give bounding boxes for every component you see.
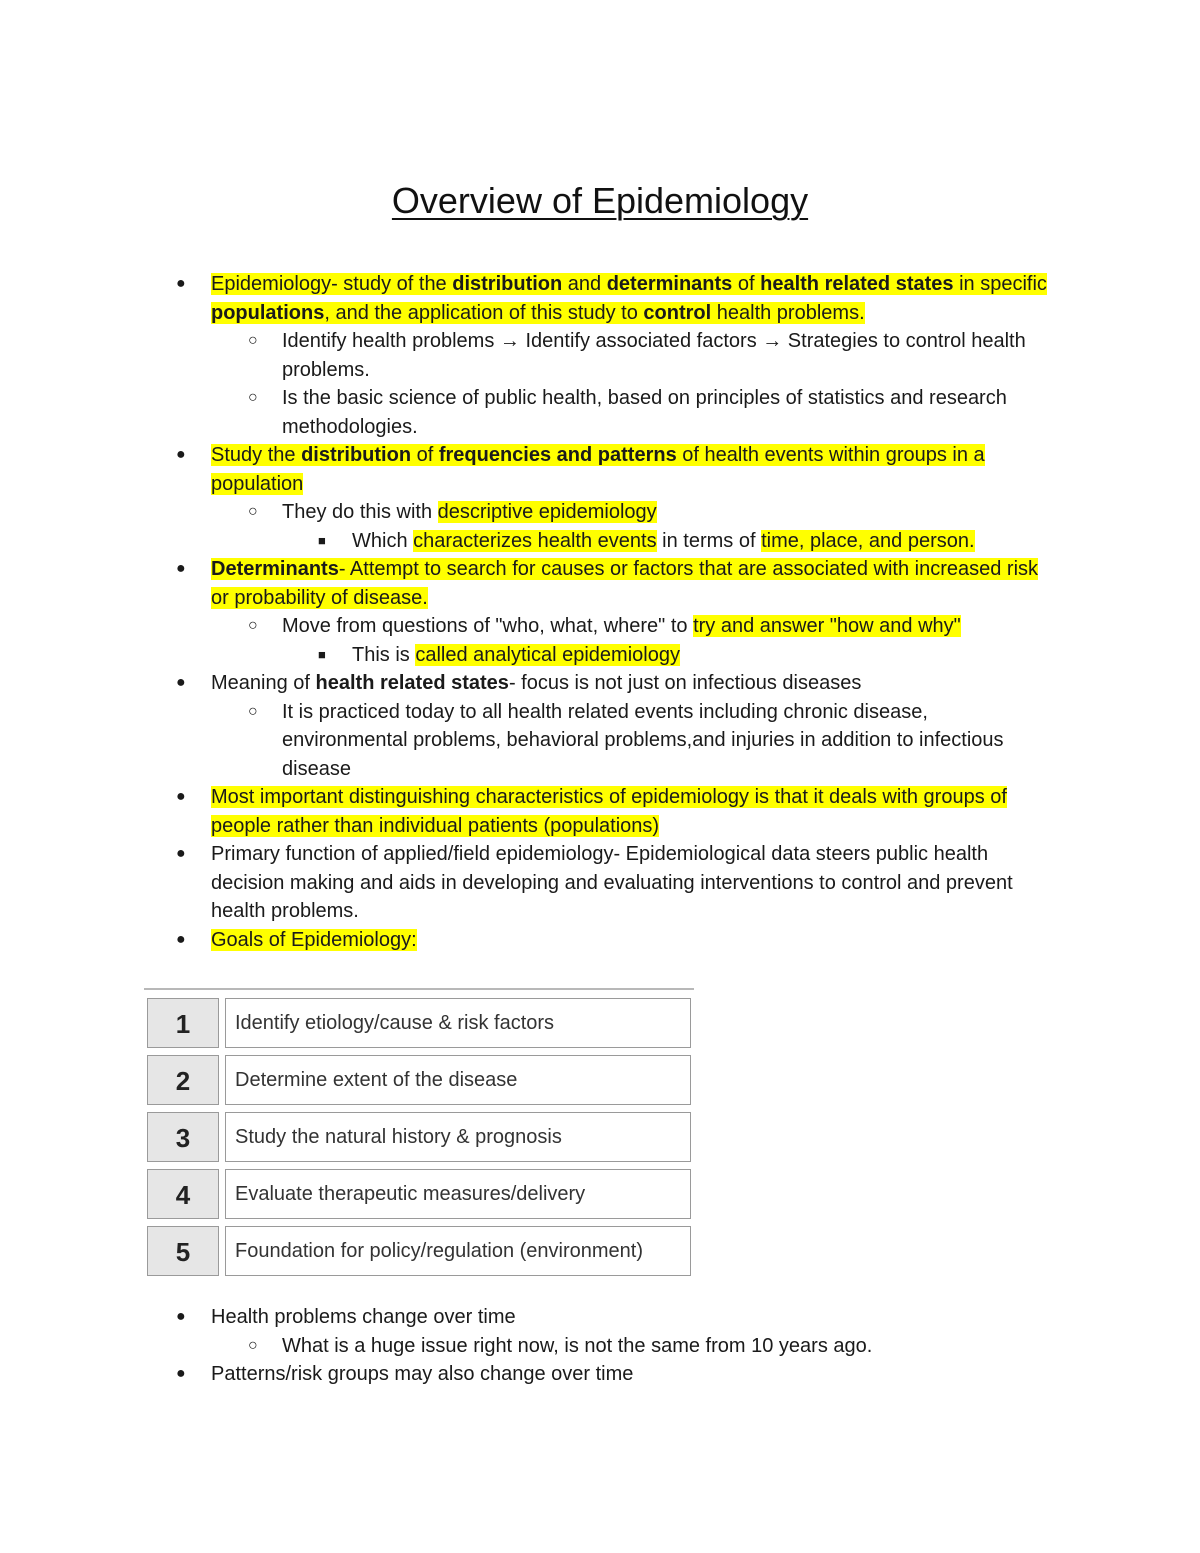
list-item-level-3 [0,527,1052,556]
text-segment: health problems. [711,301,865,324]
list-item-level-2 [0,327,1042,384]
text-segment: Is the basic science of public health, based on principles of statistics and research methodologies. [282,387,1007,438]
text-segment: They do this with [282,501,438,523]
bullet-icon: ■ [318,532,326,548]
list-item-level-1 [0,270,1061,327]
text-segment: populations [211,301,325,324]
text-segment: Study the [211,444,302,466]
bullet-icon: ○ [248,389,258,406]
list-item-level-3 [0,641,1052,670]
goal-row [144,1104,694,1161]
text-segment: health related states [315,672,509,694]
bullet-icon: ● [176,275,186,292]
page-title: Overview of Epidemiology [391,180,809,221]
text-segment: Goals of Epidemiology: [211,928,417,951]
bullet-icon: ○ [248,617,258,634]
text-segment: Move from questions of "who, what, where" to [282,615,694,637]
bullet-icon: ● [176,1365,186,1382]
notes-list-after [0,1303,1200,1389]
text-segment: characterizes health events [413,529,657,552]
goal-number: 1 [147,998,219,1048]
goal-number: 5 [147,1226,219,1276]
text-segment: health related states [760,273,954,295]
bullet-icon: ● [176,845,186,862]
list-item-level-2 [0,1332,1042,1361]
text-segment: of [411,444,439,466]
list-item-level-1 [0,926,1061,955]
goal-number: 2 [147,1055,219,1105]
text-segment: Most important distinguishing characteristics of epidemiology is that it deals with groups of people rather than individual patients (populations) [211,786,1007,837]
text-segment: try and answer "how and why" [693,615,961,637]
goal-row [144,990,694,1047]
text-segment: , and the application of this study to [324,301,644,324]
bullet-icon: ● [176,560,186,577]
goal-text: Determine extent of the disease [225,1055,691,1105]
text-segment: descriptive epidemiology [437,501,657,523]
goal-text: Foundation for policy/regulation (environment) [225,1226,691,1276]
text-segment: - focus is not just on infectious diseases [508,672,862,694]
text-segment: distribution [452,273,563,295]
list-item-level-1 [0,840,1061,926]
bullet-icon: ○ [248,702,258,720]
goal-text: Evaluate therapeutic measures/delivery [225,1169,691,1219]
goals-table [144,988,694,1275]
bullet-icon: ● [176,930,186,948]
text-segment: frequencies and patterns [438,444,677,466]
text-segment: Primary function of applied/field epidemiology- Epidemiological data steers public health decision making and aids in developing and evaluating interventions to control and prevent health problems. [211,843,1013,922]
bullet-icon: ○ [248,503,258,520]
goal-row [144,1047,694,1104]
text-segment: in terms of [656,529,762,552]
goal-row [144,1161,694,1218]
text-segment: control [643,301,712,324]
text-segment: This is [352,643,416,666]
goal-number: 4 [147,1169,219,1219]
text-segment: determinants [606,273,733,295]
list-item-level-2 [0,384,1042,441]
bullet-icon: ● [176,446,186,463]
text-segment: Meaning of [211,672,316,694]
list-item-level-2 [0,498,1042,527]
notes-list [0,270,1200,954]
list-item-level-1 [0,783,1061,840]
text-segment: - Attempt to search for causes or factors that are associated with increased risk or probability of disease. [211,558,1039,609]
goal-text: Study the natural history & prognosis [225,1112,691,1162]
bullet-icon: ○ [248,1336,258,1354]
text-segment: in specific [953,273,1047,295]
text-segment: Epidemiology- study of the [211,273,453,295]
list-item-level-2 [0,612,1042,641]
text-segment: of [732,273,761,295]
list-item-level-1 [0,669,1061,698]
goal-row [144,1218,694,1275]
list-item-level-1 [0,555,1061,612]
bullet-icon: ● [176,788,186,805]
text-segment: It is practiced today to all health related events including chronic disease, environmental problems, behavioral problems,and injuries in addition to infectious disease [282,700,1004,780]
bullet-icon: ■ [318,646,326,662]
text-segment: time, place, and person. [761,529,975,552]
text-segment: Patterns/risk groups may also change over time [211,1363,634,1385]
goal-text: Identify etiology/cause & risk factors [225,998,691,1048]
text-segment: and [562,273,607,295]
goal-number: 3 [147,1112,219,1162]
text-segment: What is a huge issue right now, is not the same from 10 years ago. [282,1334,873,1357]
text-segment: distribution [301,444,412,466]
text-segment: Determinants [211,558,339,580]
text-segment: Health problems change over time [211,1306,516,1328]
bullet-icon: ○ [248,332,258,349]
text-segment: Which [352,529,414,552]
text-segment: called analytical epidemiology [415,643,680,666]
text-segment: Identify health problems → Identify associated factors → Strategies to control health problems. [282,330,1026,381]
bullet-icon: ● [176,1308,186,1325]
list-item-level-1 [0,1303,1061,1332]
text-segment: of health events within groups in a population [211,444,985,495]
list-item-level-1 [0,1360,1061,1389]
list-item-level-1 [0,441,1061,498]
list-item-level-2 [0,698,1042,784]
bullet-icon: ● [176,674,186,691]
